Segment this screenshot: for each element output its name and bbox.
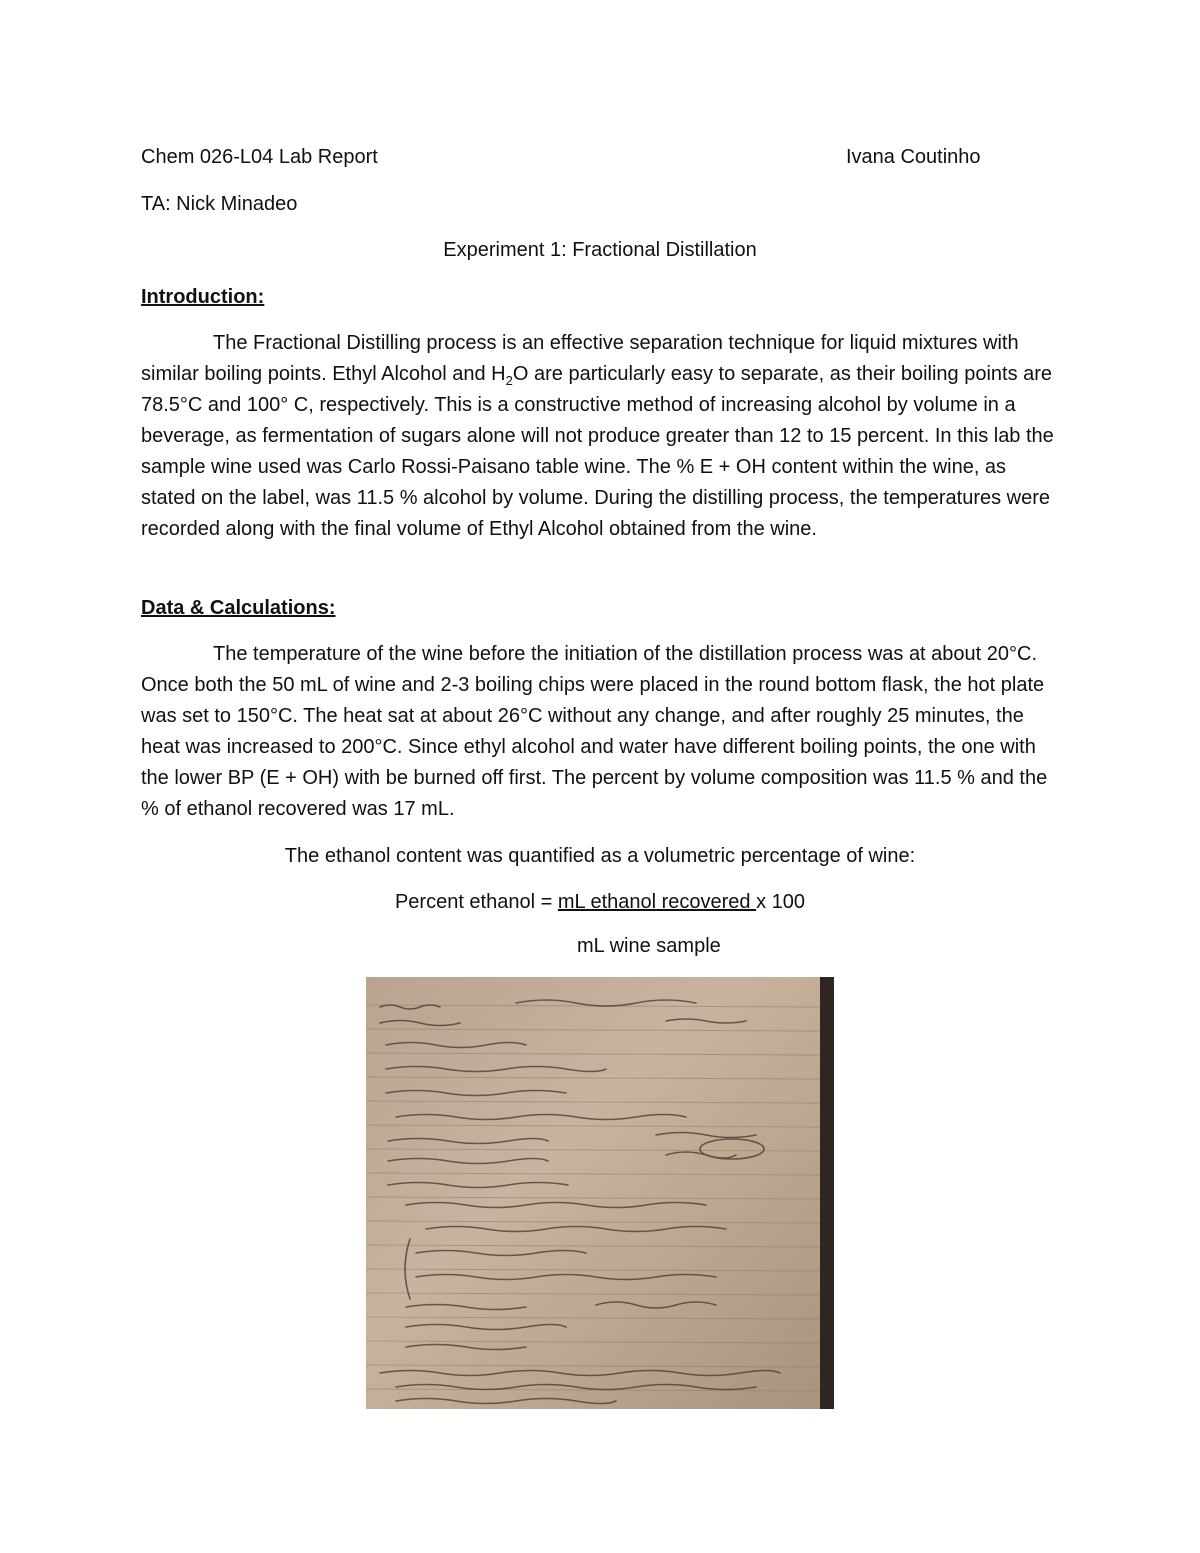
data-calculations-heading: Data & Calculations: (141, 597, 336, 619)
introduction-paragraph (141, 328, 1061, 545)
notebook-photo (366, 977, 834, 1409)
author-name: Ivana Coutinho (846, 146, 981, 168)
notebook-photo-drawing (366, 977, 834, 1409)
formula-numerator: mL ethanol recovered (557, 891, 757, 913)
intro-text-a: The Fractional Distilling process is an effective separation technique for liquid mixtures with similar boiling points. Ethyl Alcohol and H (141, 332, 1019, 385)
formula-times: x 100 (756, 891, 806, 913)
ethanol-statement: The ethanol content was quantified as a volumetric percentage of wine: (284, 845, 916, 867)
formula-lhs: Percent ethanol = (394, 891, 558, 913)
intro-subscript: 2 (505, 373, 513, 388)
ta-name: TA: Nick Minadeo (141, 193, 298, 215)
data-text: The temperature of the wine before the initiation of the distillation process was at about 20°C. Once both the 50 mL of wine and 2-3 boiling chips were placed in the round bottom flask, the hot plate was set to 150°C. The heat sat at about 26°C without any change, and after roughly 25 minutes, the heat was increased to 200°C. Since ethyl alcohol and water have different boiling points, the one with the lower BP (E + OH) with be burned off first. The percent by volume composition was 11.5 % and the % of ethanol recovered was 17 mL. (141, 643, 1048, 820)
experiment-title: Experiment 1: Fractional Distillation (443, 239, 757, 261)
photo-dark-edge (820, 977, 834, 1409)
course-title: Chem 026-L04 Lab Report (141, 146, 378, 168)
introduction-heading: Introduction: (141, 286, 265, 308)
data-paragraph (141, 639, 1061, 825)
formula-denominator: mL wine sample (577, 935, 721, 957)
percent-formula (0, 890, 1200, 914)
intro-text-b: O are particularly easy to separate, as their boiling points are 78.5°C and 100° C, respectively. This is a constructive method of increasing alcohol by volume in a beverage, as fermentation of sugars alone will not produce greater than 12 to 15 percent. In this lab the sample wine used was Carlo Rossi-Paisano table wine. The % E + OH content within the wine, as stated on the label, was 11.5 % alcohol by volume. During the distilling process, the temperatures were recorded along with the final volume of Ethyl Alcohol obtained from the wine. (141, 363, 1054, 540)
